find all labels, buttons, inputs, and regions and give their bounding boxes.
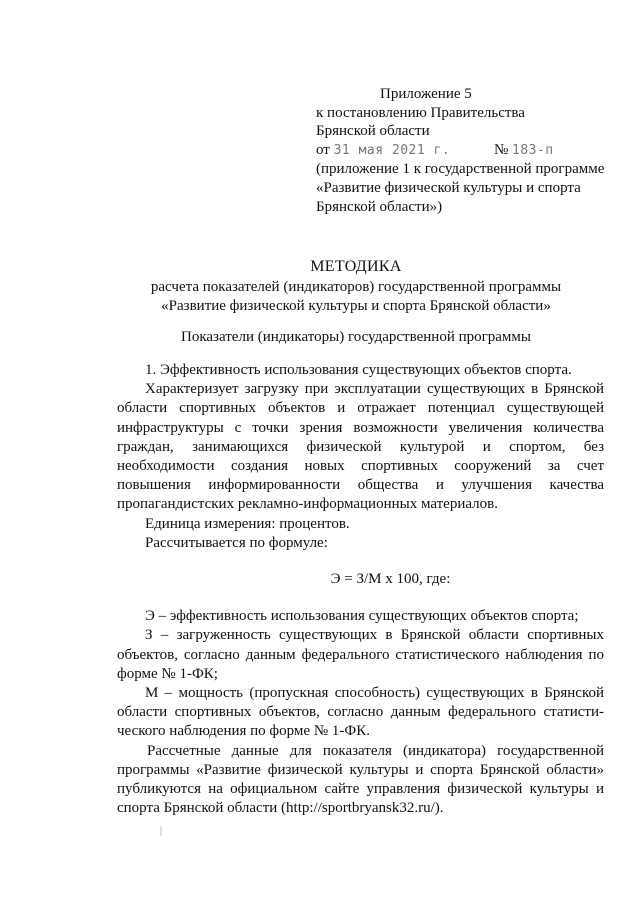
paragraph-calc-intro: Рассчитывается по формуле: xyxy=(145,534,328,551)
appendix-title: Приложение 5 xyxy=(380,86,472,102)
body-text xyxy=(117,361,604,818)
appendix-date-line xyxy=(316,141,626,161)
paragraph-unit: Единица измерения: процентов. xyxy=(145,515,350,532)
handwritten-date: 31 мая 2021 г. xyxy=(333,142,451,158)
paragraph-def-e: Э – эффективность использования существующих объектов спорта; xyxy=(145,608,579,625)
handwritten-number: 183-п xyxy=(512,142,554,158)
appendix-program-name-line: «Развитие физической культуры и спорта xyxy=(316,179,581,196)
document-subtitle-1: расчета показателей (индикаторов) государственной программы xyxy=(150,279,562,295)
scan-mark xyxy=(160,826,162,836)
formula: Э = З/М х 100, где: xyxy=(330,571,451,588)
paragraph-indicator-1: 1. Эффективность использования существующих объектов спорта. xyxy=(145,362,572,378)
document-title: МЕТОДИКА xyxy=(310,258,402,275)
paragraph-def-m: М – мощность (пропускная способность) существующих в Брянской области спортивных объектов, согласно данным федерального статисти-ческого наблюдения по форме № 1-ФК. xyxy=(117,685,604,740)
appendix-program-region-line: Брянской области») xyxy=(316,198,443,215)
appendix-header xyxy=(316,85,626,216)
section-heading: Показатели (индикаторы) государственной программы xyxy=(181,329,531,345)
appendix-decree-line: к постановлению Правительства xyxy=(316,104,525,121)
paragraph-publication: Рассчетные данные для показателя (индикатора) государственной программы «Развитие физической культуры и спорта Брянской области» публикуются на официальном сайте управления физической культуры и спорта Брянской области (http://sportbryansk32.ru/). xyxy=(117,742,604,817)
appendix-program-line: (приложение 1 к государственной программе xyxy=(316,161,605,178)
date-prefix: от xyxy=(316,141,330,158)
number-label: № xyxy=(493,141,509,158)
paragraph-description: Характеризует загрузку при эксплуатации существующих в Брянской области спортивных объектов и отражает потенциал существующей инфраструктуры с точки зрения возможности увеличения количества граждан, занимающихся физической культурой и спортом, без необходимости создания новых спортивных сооружений за счет повышения информированности общества и улучшения качества пропагандистских рекламно-информационных материалов. xyxy=(117,381,604,513)
appendix-region-line: Брянской области xyxy=(316,123,430,140)
document-subtitle-2: «Развитие физической культуры и спорта Брянской области» xyxy=(161,298,551,314)
paragraph-def-z: З – загруженность существующих в Брянской области спортивных объектов, согласно данным федерального статистического наблюдения по форме № 1-ФК; xyxy=(117,627,604,682)
